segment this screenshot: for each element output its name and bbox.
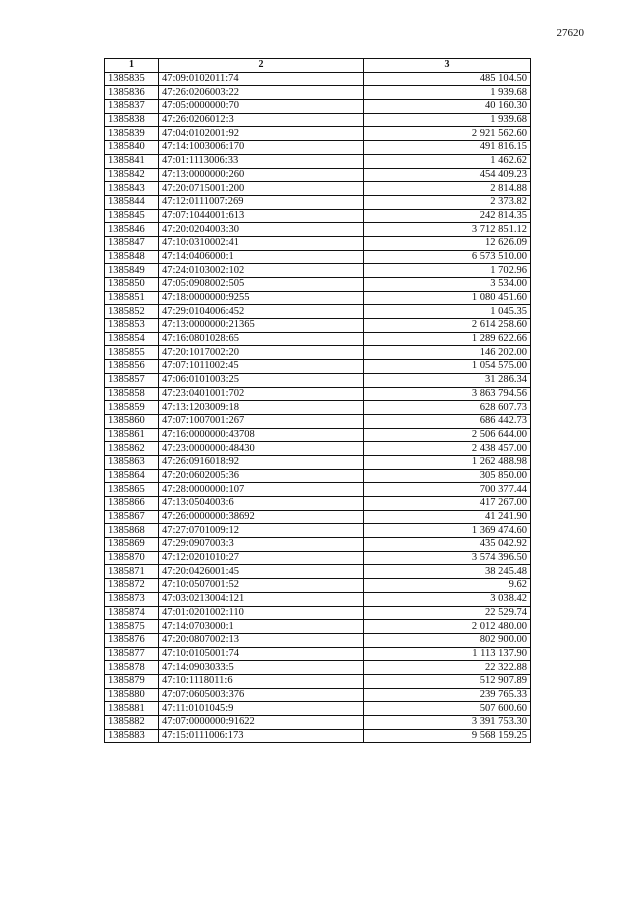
cadastral-number-cell: 47:14:1003006:170 — [159, 141, 364, 155]
table-row — [105, 716, 531, 730]
table-row — [105, 100, 531, 114]
record-number-cell: 1385850 — [105, 278, 159, 292]
table-row — [105, 113, 531, 127]
table-row — [105, 551, 531, 565]
value-cell: 2 921 562.60 — [364, 127, 531, 141]
record-number-cell: 1385842 — [105, 168, 159, 182]
value-cell: 491 816.15 — [364, 141, 531, 155]
table-row — [105, 182, 531, 196]
record-number-cell: 1385869 — [105, 538, 159, 552]
cadastral-number-cell: 47:18:0000000:9255 — [159, 291, 364, 305]
value-cell: 2 506 644.00 — [364, 428, 531, 442]
table-row — [105, 633, 531, 647]
table-row — [105, 360, 531, 374]
table-row — [105, 688, 531, 702]
table-row — [105, 510, 531, 524]
table-row — [105, 442, 531, 456]
value-cell: 2 814.88 — [364, 182, 531, 196]
record-number-cell: 1385852 — [105, 305, 159, 319]
value-cell: 435 042.92 — [364, 538, 531, 552]
record-number-cell: 1385864 — [105, 469, 159, 483]
record-number-cell: 1385847 — [105, 236, 159, 250]
record-number-cell: 1385851 — [105, 291, 159, 305]
cadastral-number-cell: 47:20:0807002:13 — [159, 633, 364, 647]
table-row — [105, 332, 531, 346]
record-number-cell: 1385845 — [105, 209, 159, 223]
table-row — [105, 250, 531, 264]
record-number-cell: 1385857 — [105, 373, 159, 387]
cadastral-number-cell: 47:05:0000000:70 — [159, 100, 364, 114]
value-cell: 1 939.68 — [364, 86, 531, 100]
record-number-cell: 1385859 — [105, 401, 159, 415]
record-number-cell: 1385862 — [105, 442, 159, 456]
value-cell: 12 626.09 — [364, 236, 531, 250]
record-number-cell: 1385838 — [105, 113, 159, 127]
cadastral-number-cell: 47:06:0101003:25 — [159, 373, 364, 387]
record-number-cell: 1385848 — [105, 250, 159, 264]
column-header-3: 3 — [364, 59, 531, 73]
record-number-cell: 1385860 — [105, 414, 159, 428]
record-number-cell: 1385872 — [105, 579, 159, 593]
record-number-cell: 1385840 — [105, 141, 159, 155]
value-cell: 3 038.42 — [364, 592, 531, 606]
table-row — [105, 209, 531, 223]
record-number-cell: 1385846 — [105, 223, 159, 237]
value-cell: 628 607.73 — [364, 401, 531, 415]
table-row — [105, 428, 531, 442]
value-cell: 1 080 451.60 — [364, 291, 531, 305]
cadastral-number-cell: 47:14:0903033:5 — [159, 661, 364, 675]
cadastral-number-cell: 47:20:0426001:45 — [159, 565, 364, 579]
cadastral-number-cell: 47:26:0206003:22 — [159, 86, 364, 100]
cadastral-number-cell: 47:07:1011002:45 — [159, 360, 364, 374]
record-number-cell: 1385844 — [105, 195, 159, 209]
value-cell: 3 863 794.56 — [364, 387, 531, 401]
table-row — [105, 264, 531, 278]
value-cell: 2 438 457.00 — [364, 442, 531, 456]
table-row — [105, 127, 531, 141]
cadastral-number-cell: 47:03:0213004:121 — [159, 592, 364, 606]
column-header-1: 1 — [105, 59, 159, 73]
record-number-cell: 1385874 — [105, 606, 159, 620]
cadastral-number-cell: 47:26:0206012:3 — [159, 113, 364, 127]
record-number-cell: 1385881 — [105, 702, 159, 716]
value-cell: 417 267.00 — [364, 497, 531, 511]
value-cell: 3 391 753.30 — [364, 716, 531, 730]
cadastral-number-cell: 47:10:0507001:52 — [159, 579, 364, 593]
value-cell: 40 160.30 — [364, 100, 531, 114]
record-number-cell: 1385856 — [105, 360, 159, 374]
table-row — [105, 236, 531, 250]
cadastral-number-cell: 47:13:0504003:6 — [159, 497, 364, 511]
record-number-cell: 1385871 — [105, 565, 159, 579]
cadastral-number-cell: 47:13:0000000:21365 — [159, 319, 364, 333]
value-cell: 454 409.23 — [364, 168, 531, 182]
value-cell: 686 442.73 — [364, 414, 531, 428]
value-cell: 1 462.62 — [364, 154, 531, 168]
record-number-cell: 1385880 — [105, 688, 159, 702]
table-row — [105, 291, 531, 305]
table-row — [105, 592, 531, 606]
cadastral-number-cell: 47:12:0111007:269 — [159, 195, 364, 209]
cadastral-number-cell: 47:10:1118011:6 — [159, 674, 364, 688]
value-cell: 700 377.44 — [364, 483, 531, 497]
table-row — [105, 278, 531, 292]
cadastral-number-cell: 47:09:0102011:74 — [159, 72, 364, 86]
cadastral-number-cell: 47:01:1113006:33 — [159, 154, 364, 168]
value-cell: 22 322.88 — [364, 661, 531, 675]
table-row — [105, 223, 531, 237]
cadastral-number-cell: 47:28:0000000:107 — [159, 483, 364, 497]
cadastral-number-cell: 47:23:0401001:702 — [159, 387, 364, 401]
record-number-cell: 1385865 — [105, 483, 159, 497]
value-cell: 1 289 622.66 — [364, 332, 531, 346]
column-header-2: 2 — [159, 59, 364, 73]
value-cell: 1 939.68 — [364, 113, 531, 127]
table-row — [105, 154, 531, 168]
value-cell: 485 104.50 — [364, 72, 531, 86]
cadastral-number-cell: 47:04:0102001:92 — [159, 127, 364, 141]
value-cell: 2 614 258.60 — [364, 319, 531, 333]
record-number-cell: 1385855 — [105, 346, 159, 360]
table-row — [105, 373, 531, 387]
value-cell: 3 712 851.12 — [364, 223, 531, 237]
record-number-cell: 1385870 — [105, 551, 159, 565]
record-number-cell: 1385854 — [105, 332, 159, 346]
table-row — [105, 538, 531, 552]
record-number-cell: 1385876 — [105, 633, 159, 647]
value-cell: 22 529.74 — [364, 606, 531, 620]
table-row — [105, 387, 531, 401]
table-row — [105, 483, 531, 497]
record-number-cell: 1385849 — [105, 264, 159, 278]
cadastral-number-cell: 47:13:1203009:18 — [159, 401, 364, 415]
record-number-cell: 1385878 — [105, 661, 159, 675]
table-row — [105, 305, 531, 319]
cadastral-number-cell: 47:07:0605003:376 — [159, 688, 364, 702]
value-cell: 3 534.00 — [364, 278, 531, 292]
table-row — [105, 702, 531, 716]
record-number-cell: 1385882 — [105, 716, 159, 730]
table-row — [105, 729, 531, 743]
value-cell: 1 262 488.98 — [364, 455, 531, 469]
value-cell: 41 241.90 — [364, 510, 531, 524]
cadastral-number-cell: 47:14:0703000:1 — [159, 620, 364, 634]
record-number-cell: 1385843 — [105, 182, 159, 196]
table-header-row — [105, 59, 531, 73]
cadastral-number-cell: 47:16:0801028:65 — [159, 332, 364, 346]
record-number-cell: 1385866 — [105, 497, 159, 511]
table-row — [105, 72, 531, 86]
value-cell: 31 286.34 — [364, 373, 531, 387]
value-cell: 1 045.35 — [364, 305, 531, 319]
cadastral-number-cell: 47:26:0916018:92 — [159, 455, 364, 469]
value-cell: 9 568 159.25 — [364, 729, 531, 743]
record-number-cell: 1385835 — [105, 72, 159, 86]
record-number-cell: 1385861 — [105, 428, 159, 442]
cadastral-number-cell: 47:10:0105001:74 — [159, 647, 364, 661]
value-cell: 507 600.60 — [364, 702, 531, 716]
registry-table — [104, 58, 531, 743]
record-number-cell: 1385837 — [105, 100, 159, 114]
table-row — [105, 319, 531, 333]
table-row — [105, 620, 531, 634]
cadastral-number-cell: 47:07:0000000:91622 — [159, 716, 364, 730]
value-cell: 38 245.48 — [364, 565, 531, 579]
table-row — [105, 565, 531, 579]
record-number-cell: 1385839 — [105, 127, 159, 141]
cadastral-number-cell: 47:26:0000000:38692 — [159, 510, 364, 524]
table-row — [105, 401, 531, 415]
cadastral-number-cell: 47:20:0602005:36 — [159, 469, 364, 483]
table-body — [105, 72, 531, 743]
record-number-cell: 1385873 — [105, 592, 159, 606]
cadastral-number-cell: 47:15:0111006:173 — [159, 729, 364, 743]
value-cell: 1 054 575.00 — [364, 360, 531, 374]
cadastral-number-cell: 47:27:0701009:12 — [159, 524, 364, 538]
value-cell: 512 907.89 — [364, 674, 531, 688]
record-number-cell: 1385867 — [105, 510, 159, 524]
cadastral-number-cell: 47:20:0204003:30 — [159, 223, 364, 237]
value-cell: 242 814.35 — [364, 209, 531, 223]
value-cell: 2 373.82 — [364, 195, 531, 209]
table-row — [105, 647, 531, 661]
value-cell: 1 113 137.90 — [364, 647, 531, 661]
record-number-cell: 1385836 — [105, 86, 159, 100]
cadastral-number-cell: 47:23:0000000:48430 — [159, 442, 364, 456]
table-row — [105, 606, 531, 620]
table-row — [105, 661, 531, 675]
record-number-cell: 1385877 — [105, 647, 159, 661]
table-row — [105, 674, 531, 688]
record-number-cell: 1385858 — [105, 387, 159, 401]
cadastral-number-cell: 47:24:0103002:102 — [159, 264, 364, 278]
table-row — [105, 497, 531, 511]
cadastral-number-cell: 47:14:0406000:1 — [159, 250, 364, 264]
cadastral-number-cell: 47:07:1044001:613 — [159, 209, 364, 223]
table-row — [105, 579, 531, 593]
value-cell: 239 765.33 — [364, 688, 531, 702]
record-number-cell: 1385868 — [105, 524, 159, 538]
table-row — [105, 524, 531, 538]
cadastral-number-cell: 47:01:0201002:110 — [159, 606, 364, 620]
value-cell: 146 202.00 — [364, 346, 531, 360]
cadastral-number-cell: 47:20:0715001:200 — [159, 182, 364, 196]
cadastral-number-cell: 47:29:0104006:452 — [159, 305, 364, 319]
record-number-cell: 1385841 — [105, 154, 159, 168]
value-cell: 1 369 474.60 — [364, 524, 531, 538]
value-cell: 9.62 — [364, 579, 531, 593]
cadastral-number-cell: 47:29:0907003:3 — [159, 538, 364, 552]
table-row — [105, 469, 531, 483]
cadastral-number-cell: 47:11:0101045:9 — [159, 702, 364, 716]
table-row — [105, 346, 531, 360]
table-row — [105, 414, 531, 428]
value-cell: 1 702.96 — [364, 264, 531, 278]
table-row — [105, 86, 531, 100]
value-cell: 6 573 510.00 — [364, 250, 531, 264]
cadastral-number-cell: 47:10:0310002:41 — [159, 236, 364, 250]
value-cell: 802 900.00 — [364, 633, 531, 647]
record-number-cell: 1385879 — [105, 674, 159, 688]
value-cell: 2 012 480.00 — [364, 620, 531, 634]
cadastral-number-cell: 47:16:0000000:43708 — [159, 428, 364, 442]
cadastral-number-cell: 47:05:0908002:505 — [159, 278, 364, 292]
record-number-cell: 1385875 — [105, 620, 159, 634]
page-number: 27620 — [556, 27, 584, 39]
record-number-cell: 1385863 — [105, 455, 159, 469]
table-row — [105, 195, 531, 209]
table-row — [105, 455, 531, 469]
cadastral-number-cell: 47:12:0201010:27 — [159, 551, 364, 565]
value-cell: 3 574 396.50 — [364, 551, 531, 565]
table-row — [105, 168, 531, 182]
value-cell: 305 850.00 — [364, 469, 531, 483]
cadastral-number-cell: 47:07:1007001:267 — [159, 414, 364, 428]
cadastral-number-cell: 47:13:0000000:260 — [159, 168, 364, 182]
record-number-cell: 1385883 — [105, 729, 159, 743]
table-row — [105, 141, 531, 155]
record-number-cell: 1385853 — [105, 319, 159, 333]
cadastral-number-cell: 47:20:1017002:20 — [159, 346, 364, 360]
